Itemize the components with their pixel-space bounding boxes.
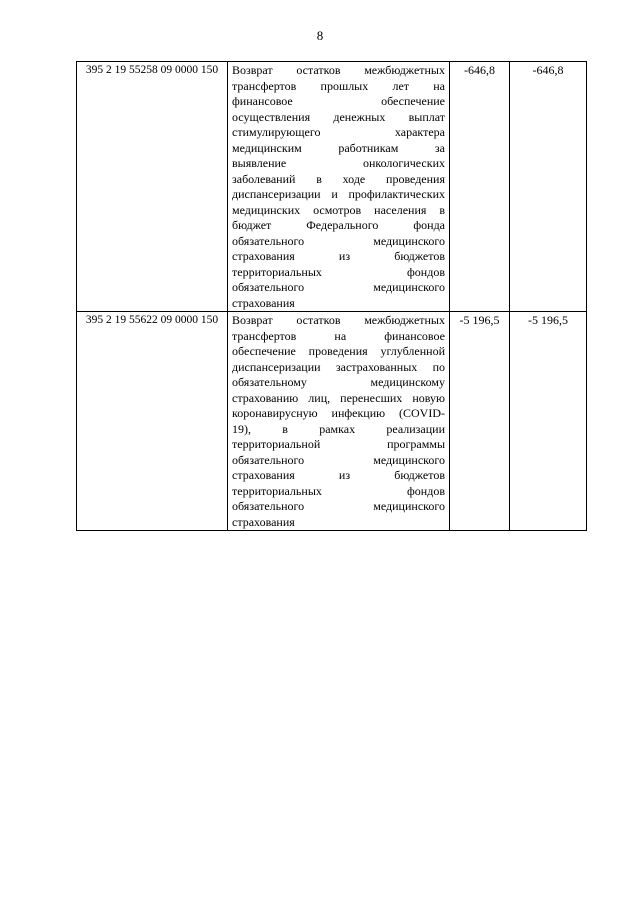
description-line: страхованию лиц, перенесших новую [232,390,445,405]
description-line: страхования [232,295,295,310]
description-cell [228,62,450,312]
description-line: страхования [232,514,295,529]
table-row [77,62,587,312]
description-line: обязательного медицинского [232,280,445,294]
description-line: стимулирующего характера [232,125,445,139]
page-number: 8 [316,28,324,43]
description-line: трансфертов на финансовое [232,328,445,343]
description-line: территориальных фондов [232,483,445,498]
value-cell-2: -5 196,5 [510,312,587,531]
description-line: диспансеризации застрахованных по [232,359,445,374]
value-cell-1: -646,8 [450,62,510,312]
table-body [77,62,587,531]
description-line: Возврат остатков межбюджетных [232,313,445,327]
description-line: медицинским работникам за [232,140,445,155]
description-line: обеспечение проведения углубленной [232,344,445,358]
table-row [77,312,587,531]
budget-code-cell: 395 2 19 55622 09 0000 150 [77,312,228,531]
budget-table [76,61,587,531]
description-line: финансовое обеспечение [232,94,445,108]
description-line: коронавирусную инфекцию (COVID- [232,406,445,420]
description-line: осуществления денежных выплат [232,109,445,124]
description-cell [228,312,450,531]
description-line: страхования из бюджетов [232,468,445,482]
description-line: страхования из бюджетов [232,249,445,263]
description-line: Возврат остатков межбюджетных [232,63,445,77]
description-line: обязательного медицинского [232,499,445,513]
description-line: обязательного медицинского [232,452,445,467]
description-line: диспансеризации и профилактических [232,187,445,201]
description-line: обязательному медицинскому [232,375,445,389]
description-line: 19), в рамках реализации [232,421,445,436]
description-line: медицинских осмотров населения в [232,202,445,217]
description-line: трансфертов прошлых лет на [232,78,445,93]
description-line: бюджет Федерального фонда [232,218,445,232]
description-line: обязательного медицинского [232,233,445,248]
description-line: выявление онкологических [232,156,445,170]
value-cell-2: -646,8 [510,62,587,312]
value-cell-1: -5 196,5 [450,312,510,531]
description-line: заболеваний в ходе проведения [232,171,445,186]
budget-code-cell: 395 2 19 55258 09 0000 150 [77,62,228,312]
description-line: территориальных фондов [232,264,445,279]
description-line: территориальной программы [232,437,445,451]
